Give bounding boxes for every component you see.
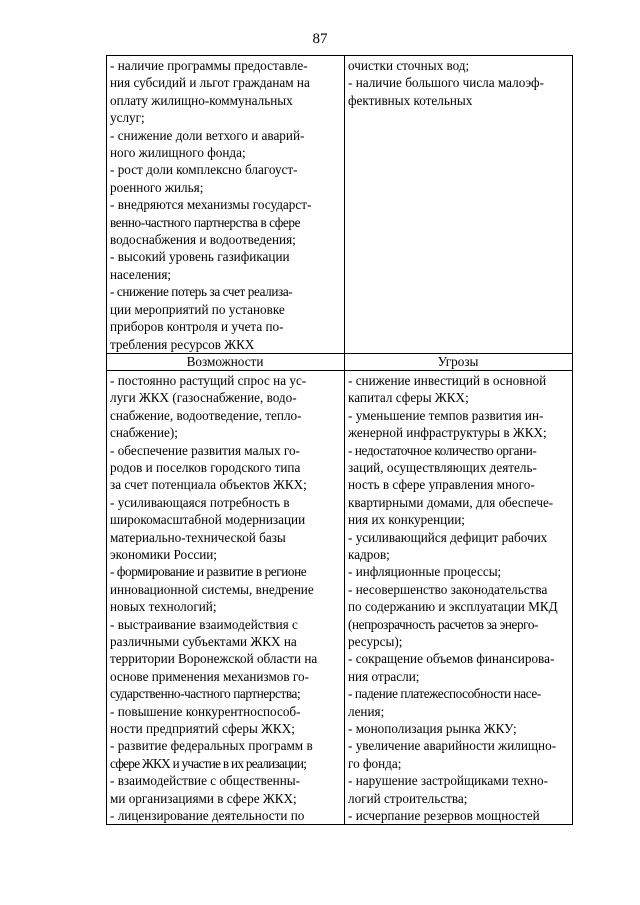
text-line: широкомасштабной модернизации [110, 512, 306, 528]
text-line: - инфляционные процессы; [348, 564, 502, 580]
threats-cell [345, 370, 573, 825]
text-line: - сокращение объемов финансирова- [348, 651, 555, 667]
text-line: (непрозрачность расчетов за энерго- [348, 616, 539, 632]
text-line: - усиливающаяся потребность в [110, 494, 290, 510]
text-line: оплату жилищно-коммунальных [110, 92, 293, 108]
text-line: логий строительства; [348, 790, 468, 806]
text-line: ми организациями в сфере ЖКХ; [110, 790, 297, 806]
text-line: - постоянно растущий спрос на ус- [110, 372, 307, 388]
text-line: услуг; [110, 110, 145, 126]
text-line: очистки сточных вод; [348, 58, 470, 73]
text-line: снабжение, водоотведение, тепло- [110, 407, 302, 423]
text-line: - снижение доли ветхого и аварий- [110, 127, 305, 143]
text-line: населения; [110, 266, 172, 282]
strengths-cell [107, 56, 345, 354]
text-line: - повышение конкурентноспособ- [110, 703, 301, 719]
text-line: ного жилищного фонда; [110, 145, 246, 161]
opportunities-cell [107, 370, 345, 825]
text-line: ния субсидий и льгот гражданам на [110, 75, 310, 91]
text-line: сударственно-частного партнерства; [110, 686, 301, 702]
text-line: - монополизация рынка ЖКУ; [348, 721, 517, 737]
text-line: - уменьшение темпов развития ин- [348, 407, 544, 423]
text-line: - увеличение аварийности жилищно- [348, 738, 557, 754]
text-line: ности предприятий сферы ЖКХ; [110, 721, 295, 737]
text-line: - обеспечение развития малых го- [110, 442, 300, 458]
table-header-row [107, 353, 573, 370]
text-line: приборов контроля и учета по- [110, 319, 284, 335]
text-line: капитал сферы ЖКХ; [348, 390, 469, 406]
text-line: - рост доли комплексно благоуст- [110, 162, 298, 178]
text-line: - высокий уровень газификации [110, 249, 290, 265]
text-line: по содержанию и эксплуатации МКД [348, 599, 558, 615]
text-line: фективных котельных [348, 92, 473, 108]
text-line: сфере ЖКХ и участие в их реализации; [110, 755, 307, 771]
page-number: 87 [312, 31, 328, 47]
text-line: снабжение); [110, 425, 178, 441]
strengths-list [110, 57, 340, 353]
text-line: ции мероприятий по установке [110, 301, 285, 317]
text-line: территории Воронежской области на [110, 651, 318, 667]
text-line: роенного жилья; [110, 179, 204, 195]
text-line: новых технологий; [110, 599, 217, 615]
weaknesses-cell [345, 56, 573, 354]
text-line: женерной инфраструктуры в ЖКХ; [348, 425, 547, 441]
text-line: - усиливающийся дефицит рабочих [348, 529, 548, 545]
text-line: - падение платежеспособности насе- [348, 686, 541, 702]
text-line: водоснабжения и водоотведения; [110, 232, 296, 248]
table-row-bottom [107, 370, 573, 825]
opportunities-list [110, 372, 340, 825]
text-line: - развитие федеральных программ в [110, 738, 313, 754]
threats-header: Угрозы [345, 353, 573, 370]
opportunities-header: Возможности [107, 353, 345, 370]
text-line: ность в сфере управления много- [348, 477, 535, 493]
swot-table [106, 55, 573, 825]
text-line: - исчерпание резервов мощностей [348, 808, 540, 824]
text-line: ния отрасли; [348, 668, 420, 684]
weaknesses-list [348, 57, 568, 109]
text-line: кадров; [348, 546, 390, 562]
text-line: родов и поселков городского типа [110, 459, 301, 475]
text-line: - недостаточное количество органи- [348, 442, 537, 458]
text-line: - формирование и развитие в регионе [110, 564, 307, 580]
text-line: луги ЖКХ (газоснабжение, водо- [110, 390, 297, 406]
text-line: - наличие большого числа малоэф- [348, 75, 544, 91]
text-line: - взаимодействие с общественны- [110, 773, 301, 789]
text-line: - нарушение застройщиками техно- [348, 773, 549, 789]
text-line: различными субъектами ЖКХ на [110, 634, 297, 649]
table-row-top [107, 56, 573, 354]
text-line: - снижение инвестиций в основной [348, 372, 547, 388]
threats-list [348, 372, 568, 825]
text-line: ресурсы); [348, 634, 403, 649]
text-line: ления; [348, 703, 385, 719]
text-line: заций, осуществляющих деятель- [348, 459, 537, 475]
text-line: - внедряются механизмы государст- [110, 197, 312, 213]
text-line: материально-технической базы [110, 529, 286, 545]
text-line: - выстраивание взаимодействия с [110, 616, 298, 632]
text-line: - несовершенство законодательства [348, 581, 548, 597]
text-line: квартирными домами, для обеспече- [348, 494, 554, 510]
text-line: инновационной системы, внедрение [110, 581, 314, 597]
text-line: - снижение потерь за счет реализа- [110, 284, 293, 300]
text-line: венно-частного партнерства в сфере [110, 214, 301, 230]
text-line: ния их конкуренции; [348, 512, 465, 528]
text-line: экономики России; [110, 546, 217, 562]
text-line: основе применения механизмов го- [110, 668, 309, 684]
text-line: - наличие программы предоставле- [110, 58, 308, 73]
text-line: требления ресурсов ЖКХ [110, 336, 255, 352]
text-line: - лицензирование деятельности по [110, 808, 305, 824]
text-line: го фонда; [348, 755, 402, 771]
text-line: за счет потенциала объектов ЖКХ; [110, 477, 307, 493]
